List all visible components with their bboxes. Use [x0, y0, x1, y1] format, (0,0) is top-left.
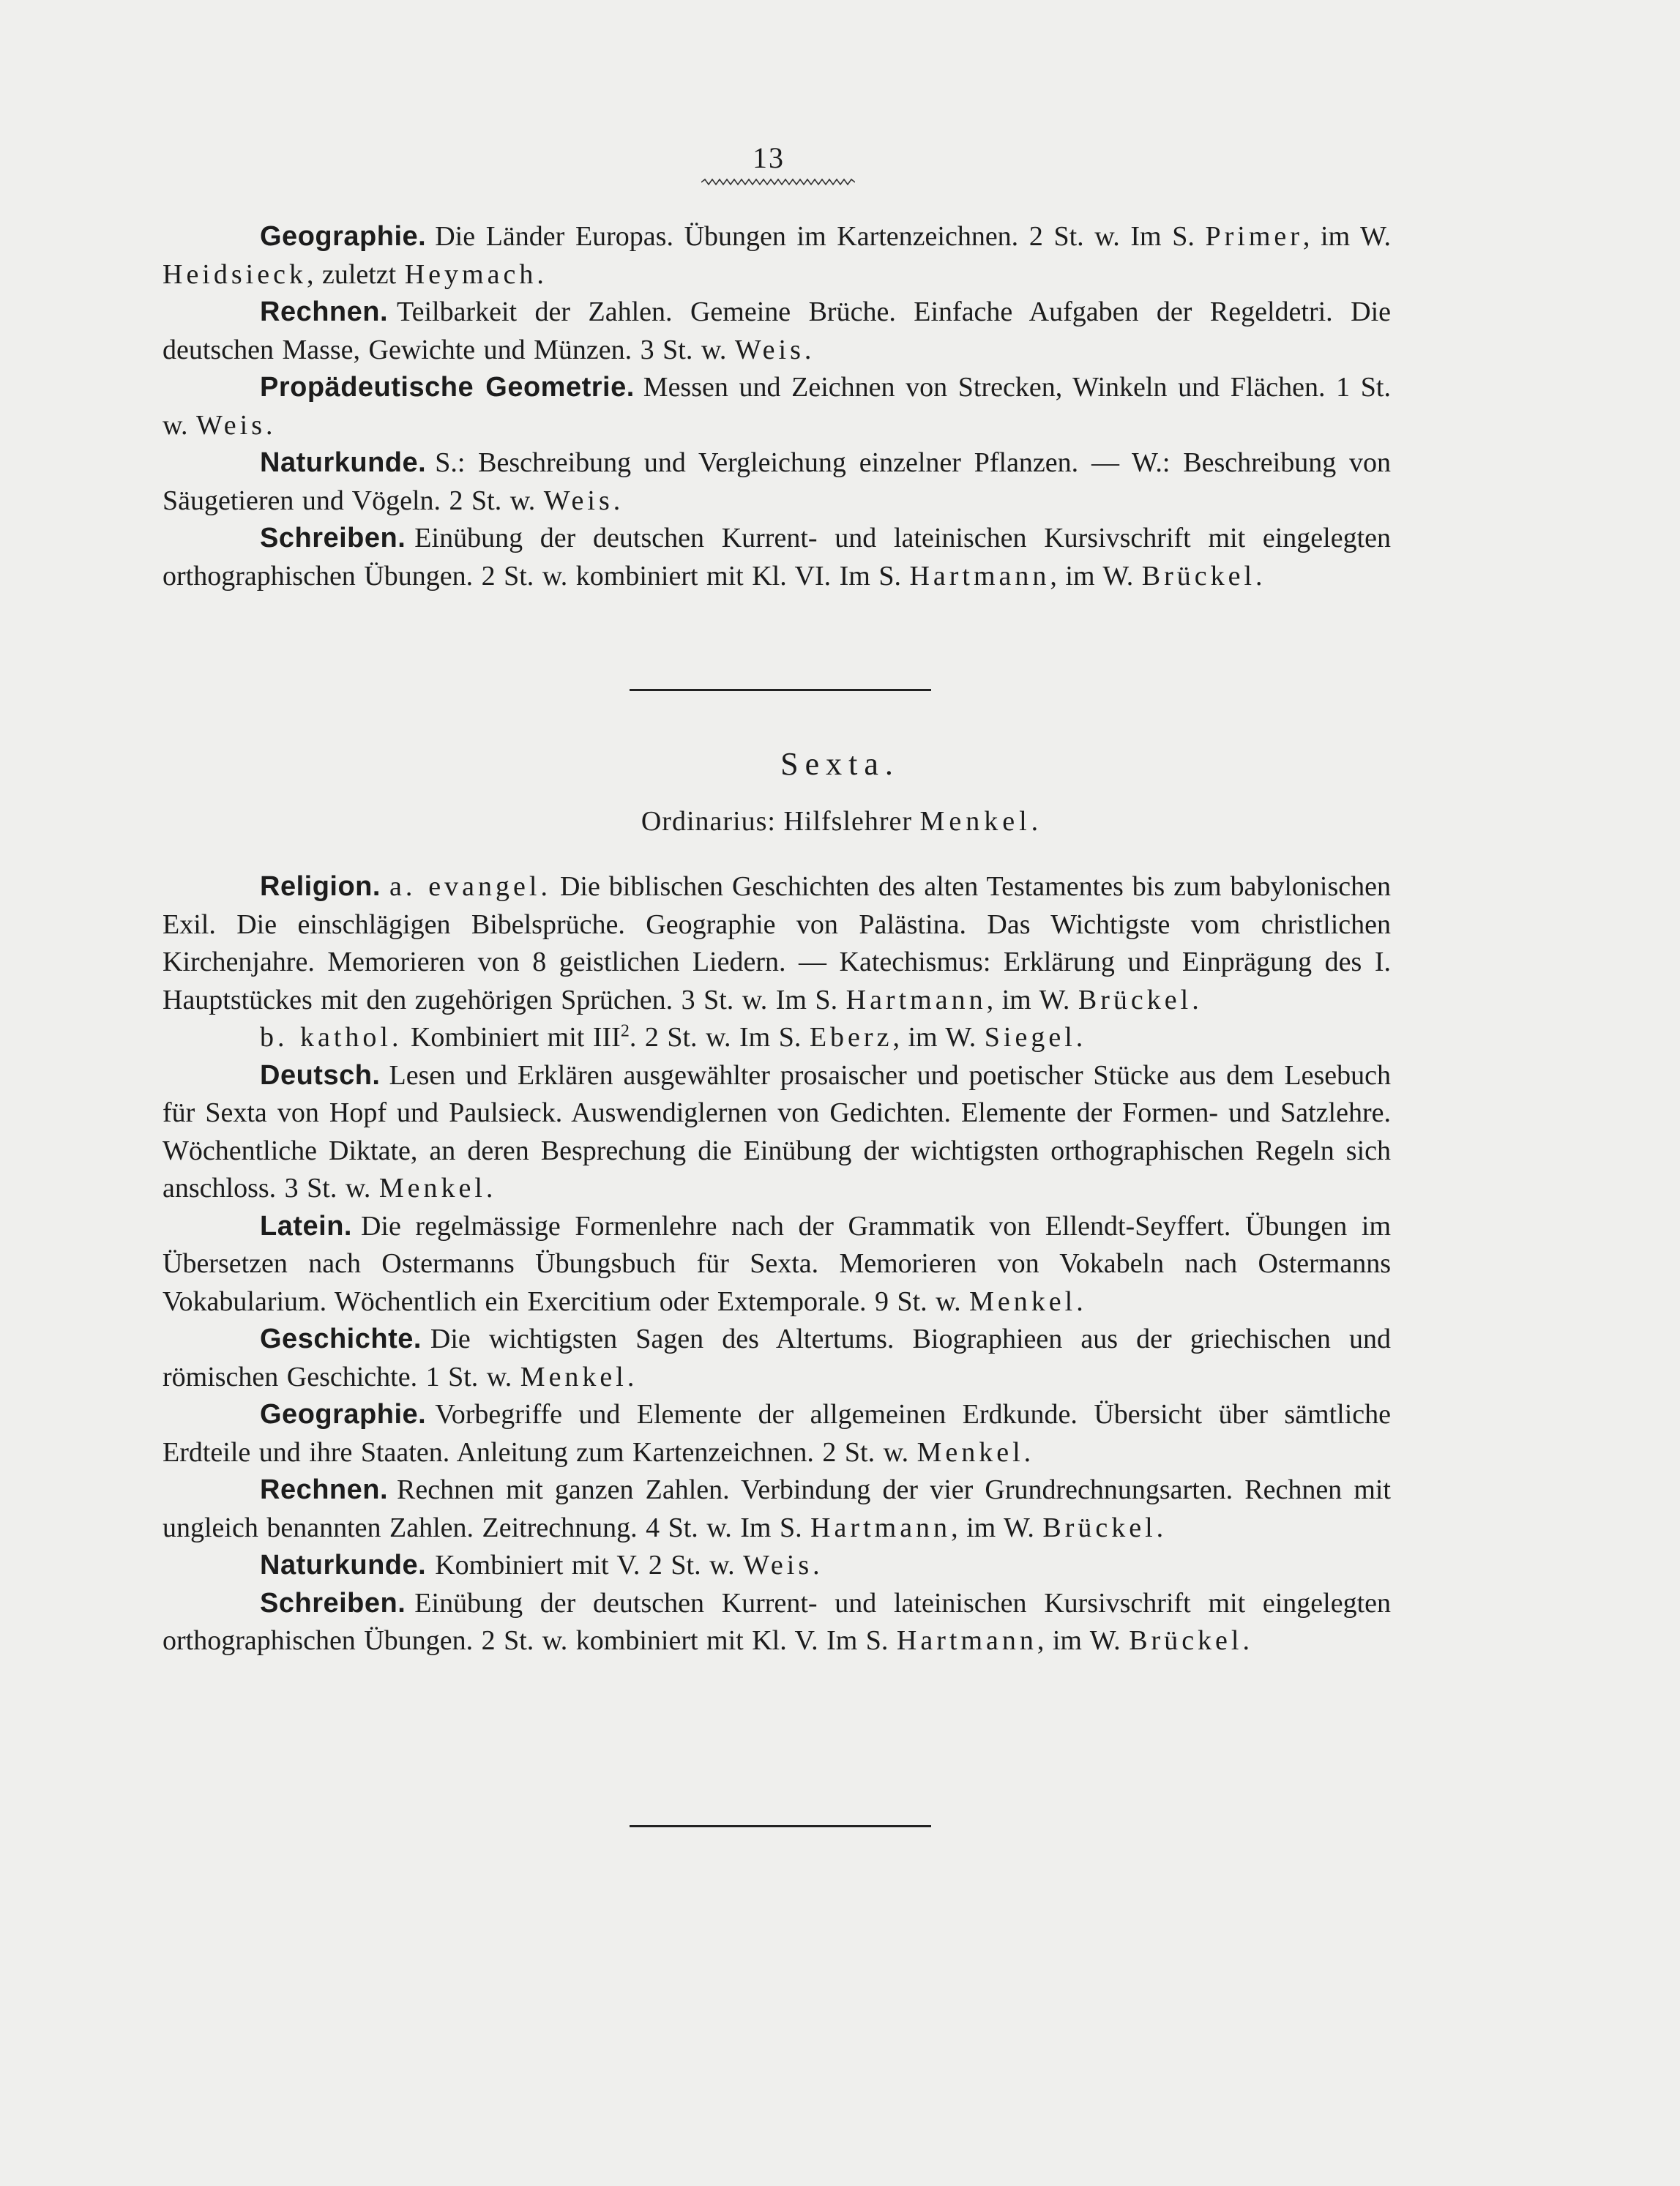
subject-text: Die wichtigsten Sagen des Altertums. Biographieen aus der griechischen und römischen Geschichte. 1 St. w. — [163, 1324, 1391, 1392]
subject-text: Messen und Zeichnen von Strecken, Winkeln und Flächen. 1 St. w. — [163, 372, 1391, 441]
spaced-name: Weis — [743, 1550, 813, 1581]
spaced-name: Hartmann — [896, 1625, 1037, 1656]
spaced-name: Menkel — [969, 1286, 1077, 1317]
subject-heading: Naturkunde. — [260, 447, 427, 478]
subject-text: . — [804, 334, 812, 365]
subject-text: , im W. — [1037, 1625, 1130, 1656]
subject-text: , im W. — [951, 1512, 1043, 1543]
subject-text: . — [1255, 560, 1263, 592]
spaced-name: Weis — [734, 334, 804, 365]
section-sexta-subjects — [163, 868, 1391, 1660]
subject-paragraph — [163, 369, 1391, 444]
ordinarius-label: Ordinarius: Hilfslehrer — [641, 806, 920, 837]
subject-text: Kombiniert mit III — [402, 1022, 621, 1053]
subject-text: . — [627, 1361, 635, 1392]
subject-paragraph — [163, 1019, 1391, 1057]
spaced-name: Menkel — [378, 1173, 486, 1204]
end-divider — [630, 1825, 931, 1827]
subject-paragraph — [163, 520, 1391, 595]
subject-text: Vorbegriffe und Elemente der allgemeinen Erdkunde. Übersicht über sämtliche Erdteile und ihre Staaten. Anleitung zum Kartenzeichnen. 2 St. w. — [163, 1399, 1391, 1468]
subject-paragraph — [163, 218, 1391, 294]
subject-text: Die Länder Europas. Übungen im Kartenzeichnen. 2 St. w. Im S. — [435, 221, 1206, 252]
subject-paragraph — [163, 444, 1391, 520]
subject-text: . — [1242, 1625, 1250, 1656]
subject-heading: Latein. — [260, 1210, 352, 1242]
subject-text: . — [537, 258, 544, 290]
subject-text: , im W. — [1302, 221, 1391, 252]
spaced-name: Hartmann — [810, 1512, 952, 1543]
spaced-name: Eberz — [809, 1022, 893, 1053]
subject-paragraph — [163, 868, 1391, 1019]
subject-text: . — [1156, 1512, 1164, 1543]
superscript: 2 — [620, 1021, 630, 1041]
subject-heading: Geschichte. — [260, 1324, 422, 1354]
spaced-name: Menkel — [916, 1436, 1024, 1468]
subject-paragraph — [163, 1547, 1391, 1585]
subject-text: . 2 St. w. Im S. — [629, 1022, 810, 1053]
spaced-name: Heymach — [404, 258, 537, 290]
subject-text: Einübung der deutschen Kurrent- und lateinischen Kursivschrift mit eingelegten orthographischen Übungen. 2 St. w. kombiniert mit Kl. V. Im S. — [163, 1587, 1391, 1656]
subject-text: Die biblischen Geschichten des alten Testamentes bis zum babylonischen Exil. Die einschlägigen Bibelsprüche. Geographie von Palästina. Das Wichtigste vom christlichen Kirchenjahre. Memorieren von 8 geistlichen Liedern. — Katechismus: Erklärung und Einprägung des I. Hauptstückes mit den zugehörigen Sprüchen. 3 St. w. Im S. — [163, 871, 1392, 1015]
subject-text: Teilbarkeit der Zahlen. Gemeine Brüche. Einfache Aufgaben der Regeldetri. Die deutschen Masse, Gewichte und Münzen. 3 St. w. — [163, 296, 1391, 365]
page-number: 13 — [753, 141, 785, 174]
spaced-name: Brückel — [1141, 560, 1256, 592]
spaced-name: a. evangel. — [389, 871, 551, 902]
spaced-name: Brückel — [1129, 1625, 1243, 1656]
subject-text: . — [1076, 1286, 1083, 1317]
spaced-name: Brückel — [1078, 984, 1192, 1015]
subject-text: . — [813, 1550, 820, 1581]
subject-heading: Rechnen. — [260, 1474, 389, 1505]
subject-heading: Schreiben. — [260, 523, 406, 553]
subject-paragraph — [163, 1208, 1391, 1321]
subject-heading: Rechnen. — [260, 296, 389, 327]
subject-text: Rechnen mit ganzen Zahlen. Verbindung der vier Grundrechnungsarten. Rechnen mit ungleich benannten Zahlen. Zeitrechnung. 4 St. w. Im S. — [163, 1474, 1391, 1543]
section-quinta-subjects — [163, 218, 1391, 595]
ordinarius-end: . — [1031, 806, 1039, 837]
subject-heading: Geographie. — [260, 1399, 427, 1430]
spaced-name: Primer — [1205, 221, 1303, 252]
page-number-ornament — [701, 179, 855, 186]
subject-heading: Deutsch. — [260, 1059, 381, 1091]
subject-text: Die regelmässige Formenlehre nach der Grammatik von Ellendt-Seyffert. Übungen im Übersetzen nach Ostermanns Übungsbuch für Sexta. Memorieren von Vokabeln nach Ostermanns Vokabularium. Wöchentlich ein Exercitium oder Extemporale. 9 St. w. — [163, 1210, 1391, 1317]
subject-paragraph — [163, 1057, 1391, 1208]
spaced-name: Hartmann — [909, 560, 1050, 592]
subject-paragraph — [163, 294, 1391, 369]
spaced-name: Heidsieck — [163, 258, 307, 290]
spaced-name: Hartmann — [845, 984, 987, 1015]
subject-text: . — [1023, 1436, 1031, 1468]
subject-text: , zuletzt — [306, 258, 405, 290]
subject-text: Lesen und Erklären ausgewählter prosaischer und poetischer Stücke aus dem Lesebuch für Sexta von Hopf und Paulsieck. Auswendiglernen von Gedichten. Elemente der Formen- und Satzlehre. Wöchentliche Diktate, an deren Besprechung die Einübung der wichtigsten orthographischen Regeln sich anschloss. 3 St. w. — [163, 1059, 1391, 1204]
subject-text: , im W. — [1050, 560, 1142, 592]
subject-text: . — [1192, 984, 1199, 1015]
subject-paragraph — [163, 1396, 1391, 1471]
spaced-name: Menkel — [520, 1361, 627, 1392]
subject-text: . — [485, 1173, 493, 1204]
subject-text: . — [613, 485, 621, 516]
subject-text: . — [1075, 1022, 1083, 1053]
subject-text: , im W. — [892, 1022, 985, 1053]
subject-heading: Geographie. — [260, 221, 427, 252]
subject-text: , im W. — [986, 984, 1078, 1015]
subject-heading: Propädeutische Geometrie. — [260, 372, 635, 403]
subject-paragraph — [163, 1585, 1391, 1660]
spaced-name: Weis — [195, 409, 266, 441]
section-divider — [630, 689, 931, 691]
section-title: Sexta. — [780, 746, 900, 782]
subject-paragraph — [163, 1321, 1391, 1396]
subject-heading: Religion. — [260, 871, 381, 902]
subject-heading: Naturkunde. — [260, 1550, 427, 1581]
spaced-name: b. kathol. — [260, 1022, 403, 1053]
ordinarius-name: Menkel — [919, 806, 1031, 837]
subject-text: Kombiniert mit V. 2 St. w. — [435, 1550, 744, 1581]
subject-text: S.: Beschreibung und Vergleichung einzelner Pflanzen. — W.: Beschreibung von Säugetieren und Vögeln. 2 St. w. — [163, 447, 1391, 516]
ordinarius-line — [0, 805, 1680, 838]
subject-heading: Schreiben. — [260, 1587, 406, 1619]
subject-text: Einübung der deutschen Kurrent- und lateinischen Kursivschrift mit eingelegten orthographischen Übungen. 2 St. w. kombiniert mit Kl. VI. Im S. — [163, 523, 1391, 592]
spaced-name: Siegel — [984, 1022, 1076, 1053]
subject-paragraph — [163, 1471, 1391, 1547]
subject-text: . — [266, 409, 273, 441]
spaced-name: Brückel — [1042, 1512, 1157, 1543]
spaced-name: Weis — [543, 485, 613, 516]
